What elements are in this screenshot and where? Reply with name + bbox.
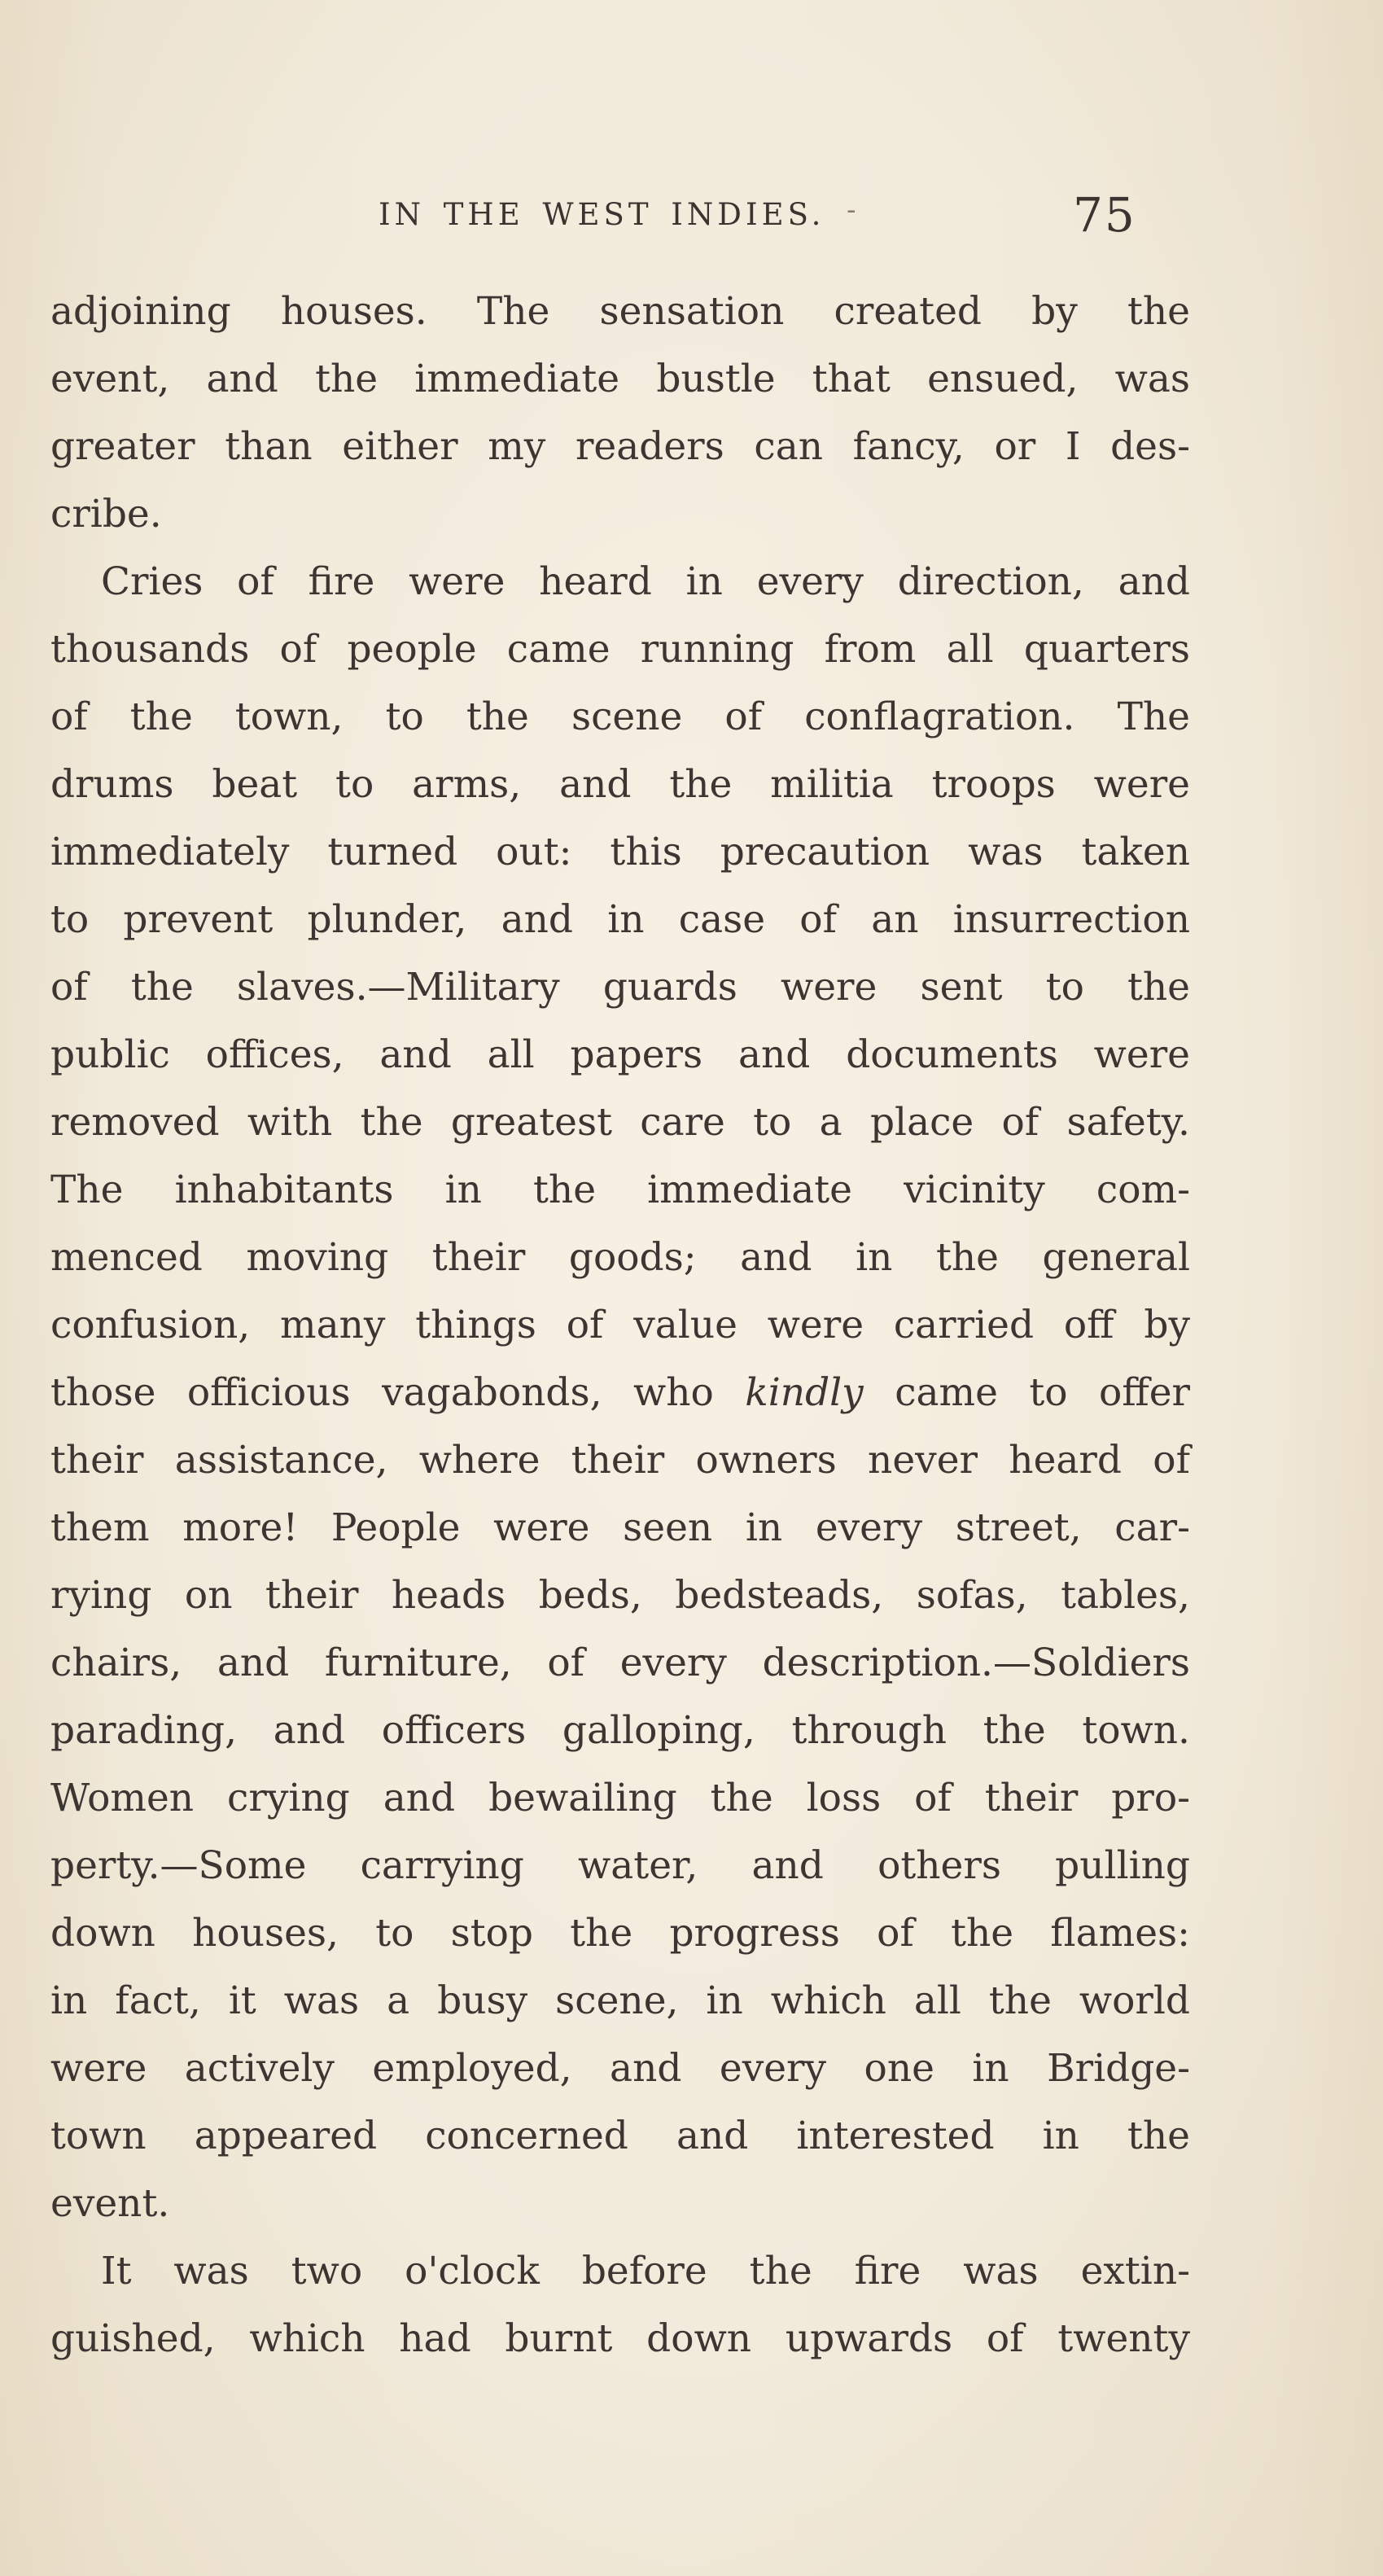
text-line: down houses, to stop the progress of the flames: xyxy=(50,1911,1190,1956)
text-line: guished, which had burnt down upwards of twenty xyxy=(50,2316,1190,2361)
text-segment: came to offer xyxy=(863,1370,1190,1415)
body-text xyxy=(50,283,1190,2378)
text-line: perty.—Some carrying water, and others pulling xyxy=(50,1843,1190,1888)
text-line: chairs, and furniture, of every description.—Soldiers xyxy=(50,1641,1190,1685)
text-line: event, and the immediate bustle that ensued, was xyxy=(50,357,1190,401)
text-line: their assistance, where their owners never heard of xyxy=(50,1438,1190,1483)
text-line: of the slaves.—Military guards were sent to the xyxy=(50,965,1190,1010)
text-line: to prevent plunder, and in case of an insurrection xyxy=(50,897,1190,942)
header-mark: - xyxy=(847,194,856,226)
text-line: town appeared concerned and interested in the xyxy=(50,2114,1190,2158)
text-line: them more! People were seen in every street, car- xyxy=(50,1505,1190,1550)
text-line: Cries of fire were heard in every direction, and xyxy=(101,559,1190,604)
page-header xyxy=(0,187,1383,252)
text-line: confusion, many things of value were carried off by xyxy=(50,1303,1190,1347)
text-line: event. xyxy=(50,2181,170,2226)
text-line: rying on their heads beds, bedsteads, sofas, tables, xyxy=(50,1573,1190,1618)
text-line: cribe. xyxy=(50,492,162,537)
text-line: immediately turned out: this precaution was taken xyxy=(50,830,1190,874)
text-line: in fact, it was a busy scene, in which all the world xyxy=(50,1978,1190,2023)
text-segment: those officious vagabonds, who xyxy=(50,1370,746,1415)
text-line: Women crying and bewailing the loss of their pro- xyxy=(50,1776,1190,1820)
text-line: It was two o'clock before the fire was extin- xyxy=(101,2249,1190,2293)
text-line: The inhabitants in the immediate vicinity com- xyxy=(50,1168,1190,1212)
text-line: public offices, and all papers and documents were xyxy=(50,1032,1190,1077)
text-line: parading, and officers galloping, through the town. xyxy=(50,1708,1190,1753)
text-line: removed with the greatest care to a place of safety. xyxy=(50,1100,1190,1145)
text-line: drums beat to arms, and the militia troops were xyxy=(50,762,1190,807)
text-line: menced moving their goods; and in the general xyxy=(50,1235,1190,1280)
running-head: IN THE WEST INDIES. xyxy=(379,197,825,232)
text-line: of the town, to the scene of conflagration. The xyxy=(50,694,1190,739)
text-line-with-italic xyxy=(50,1365,1190,1432)
page-number: 75 xyxy=(1073,187,1136,243)
text-line: greater than either my readers can fancy, or I des- xyxy=(50,424,1190,469)
italic-word: kindly xyxy=(745,1370,864,1415)
text-line: were actively employed, and every one in Bridge- xyxy=(50,2046,1190,2091)
text-line: thousands of people came running from all quarters xyxy=(50,627,1190,672)
text-line: adjoining houses. The sensation created by the xyxy=(50,289,1190,334)
